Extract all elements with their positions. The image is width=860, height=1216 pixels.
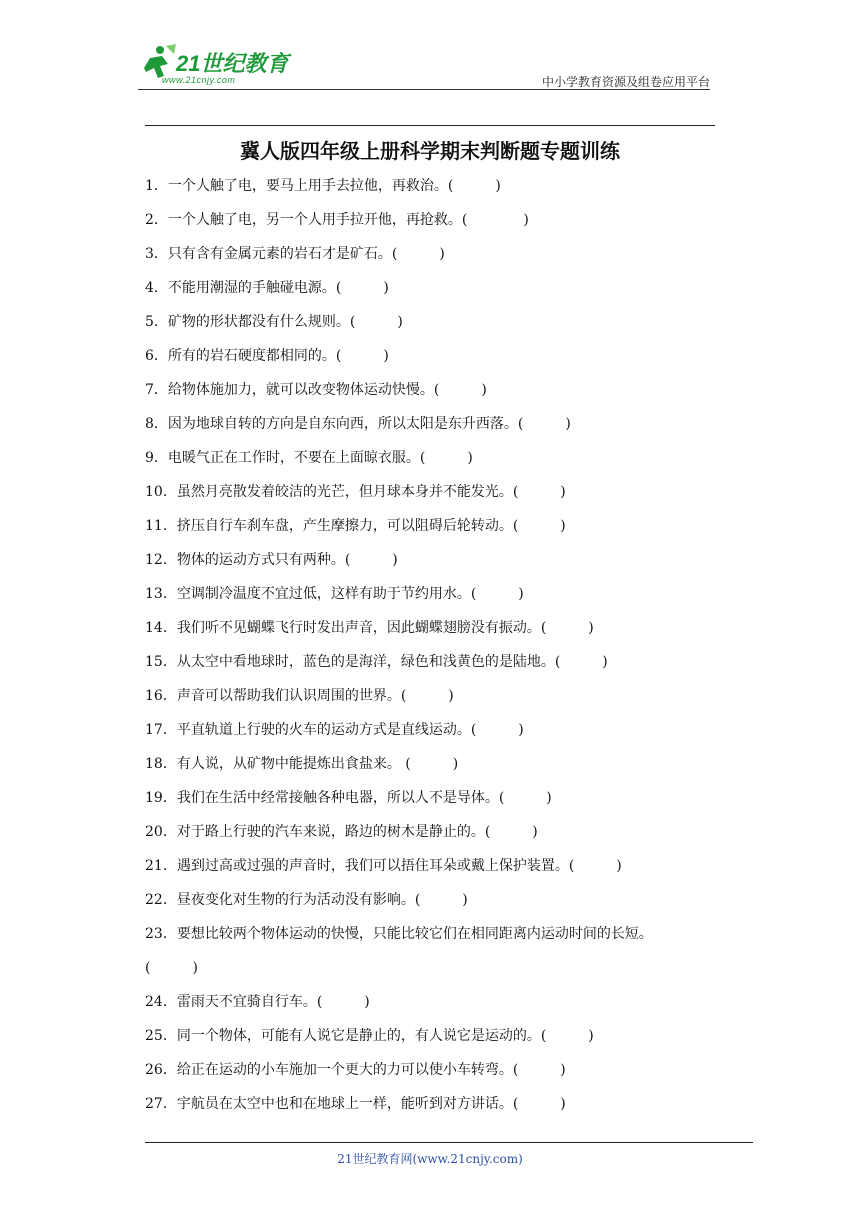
logo-url-text: www.21cnjy.com [162, 75, 236, 85]
question-item: 21．遇到过高或过强的声音时，我们可以捂住耳朵或戴上保护装置。( ) [145, 858, 622, 874]
question-item: 5．矿物的形状都没有什么规则。( ) [145, 314, 403, 330]
question-item: 16．声音可以帮助我们认识周围的世界。( ) [145, 688, 454, 704]
question-item: 17．平直轨道上行驶的火车的运动方式是直线运动。( ) [145, 722, 524, 738]
question-23-text: 23．要想比较两个物体运动的快慢，只能比较它们在相同距离内运动时间的长短。 [145, 926, 653, 942]
question-item: 14．我们听不见蝴蝶飞行时发出声音，因此蝴蝶翅膀没有振动。( ) [145, 620, 594, 636]
question-item: 7．给物体施加力，就可以改变物体运动快慢。( ) [145, 382, 487, 398]
question-item: 22．昼夜变化对生物的行为活动没有影响。( ) [145, 892, 468, 908]
logo-brand-text: 21世纪教育 [176, 51, 289, 76]
question-item: 4．不能用潮湿的手触碰电源。( ) [145, 280, 389, 296]
question-item: 8．因为地球自转的方向是自东向西，所以太阳是东升西落。( ) [145, 416, 571, 432]
footer-link[interactable]: 21世纪教育网(www.21cnjy.com) [337, 1152, 523, 1166]
question-item: 10．虽然月亮散发着皎洁的光芒，但月球本身并不能发光。( ) [145, 484, 566, 500]
question-item: 1．一个人触了电，要马上用手去拉他，再救治。( ) [145, 178, 501, 194]
question-item: 9．电暖气正在工作时，不要在上面晾衣服。( ) [145, 450, 473, 466]
question-item: 20．对于路上行驶的汽车来说，路边的树木是静止的。( ) [145, 824, 538, 840]
question-list [145, 176, 715, 1128]
site-logo[interactable] [138, 42, 308, 90]
question-item-23 [145, 924, 715, 978]
question-item: 15．从太空中看地球时，蓝色的是海洋，绿色和浅黄色的是陆地。( ) [145, 654, 608, 670]
header-divider [138, 89, 710, 90]
page-header [0, 0, 860, 100]
question-item: 19．我们在生活中经常接触各种电器，所以人不是导体。( ) [145, 790, 552, 806]
question-item: 2．一个人触了电，另一个人用手拉开他，再抢救。( ) [145, 212, 529, 228]
question-item: 13．空调制冷温度不宜过低，这样有助于节约用水。( ) [145, 586, 524, 602]
footer-divider [145, 1142, 753, 1143]
question-item: 27．宇航员在太空中也和在地球上一样，能听到对方讲话。( ) [145, 1096, 566, 1112]
question-item: 25．同一个物体，可能有人说它是静止的，有人说它是运动的。( ) [145, 1028, 594, 1044]
title-divider [145, 125, 715, 126]
question-item: 24．雷雨天不宜骑自行车。( ) [145, 994, 370, 1010]
question-item: 6．所有的岩石硬度都相同的。( ) [145, 348, 389, 364]
platform-tagline: 中小学教育资源及组卷应用平台 [541, 75, 710, 89]
question-item: 11．挤压自行车刹车盘，产生摩擦力，可以阻碍后轮转动。( ) [145, 518, 566, 534]
question-23-answer-blank: ( ) [145, 960, 198, 976]
question-item: 18．有人说，从矿物中能提炼出食盐来。 ( ) [145, 756, 459, 772]
question-item: 3．只有含有金属元素的岩石才是矿石。( ) [145, 246, 445, 262]
question-item: 12．物体的运动方式只有两种。( ) [145, 552, 398, 568]
document-title: 冀人版四年级上册科学期末判断题专题训练 [240, 139, 620, 163]
question-item: 26．给正在运动的小车施加一个更大的力可以使小车转弯。( ) [145, 1062, 566, 1078]
